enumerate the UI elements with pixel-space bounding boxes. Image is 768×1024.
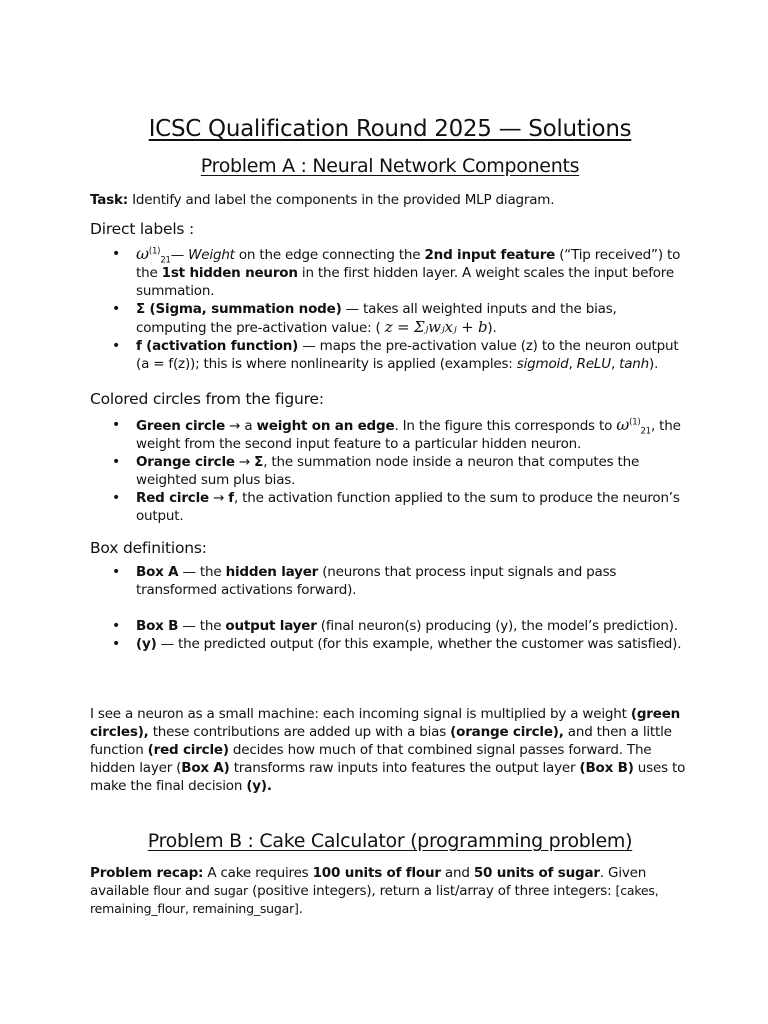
list-item: • Green circle → a weight on an edge. In the figure this corresponds to $\omega^{(1)}_{21}$, the weight from the second input feature to a particular hidden neuron. [112, 416, 690, 453]
document-title: ICSC Qualification Round 2025 — Solutions [148, 116, 632, 142]
list-item: • Box B — the output layer (final neuron(s) producing (y), the model’s prediction). [112, 617, 690, 635]
omega-symbol: ω [616, 415, 630, 434]
list-item: • Orange circle → Σ, the summation node inside a neuron that computes the weighted sum plus bias. [112, 453, 690, 489]
direct-labels-list [112, 245, 690, 373]
colored-circles-heading: Colored circles from the figure: [90, 390, 324, 408]
box-definitions-list [112, 563, 690, 653]
task-text: Identify and label the components in the provided MLP diagram. [128, 192, 555, 208]
sum-formula: z = Σⱼwⱼxⱼ + b [384, 318, 488, 336]
summary-paragraph: I see a neuron as a small machine: each incoming signal is multiplied by a weight (green circles), these contributions are added up with a bias (orange circle), and then a little function (red circle) decides how much of that combined signal passes forward. The hidden layer (Box A) transforms raw inputs into features the output layer (Box B) uses to make the final decision (y). [90, 706, 686, 794]
box-definitions-heading: Box definitions: [90, 539, 207, 557]
list-item: • Red circle → f, the activation function applied to the sum to produce the neuron’s output. [112, 489, 690, 525]
task-label: Task: [90, 192, 128, 208]
task-paragraph [90, 191, 690, 209]
colored-circles-list [112, 416, 690, 525]
problem-a-title: Problem A : Neural Network Components [200, 155, 580, 177]
list-item: • Box A — the hidden layer (neurons that process input signals and pass transformed activations forward). [112, 563, 690, 599]
problem-b-recap: Problem recap: A cake requires 100 units of flour and 50 units of sugar. Given available flour and sugar (positive integers), return a list/array of three integers: [cakes, remaining_flour, remaining_sugar]. [90, 865, 659, 917]
direct-labels-heading: Direct labels : [90, 220, 195, 238]
list-item: • (y) — the predicted output (for this example, whether the customer was satisfied). [112, 635, 690, 653]
list-item: • Σ (Sigma, summation node) — takes all weighted inputs and the bias, computing the pre-activation value: ( z = Σⱼwⱼxⱼ + b). [112, 300, 690, 337]
list-item: • f (activation function) — maps the pre-activation value (z) to the neuron output (a = f(z)); this is where nonlinearity is applied (examples: sigmoid, ReLU, tanh). [112, 337, 690, 373]
list-item: • $\omega^{(1)}_{21}—$ Weight on the edge connecting the 2nd input feature (“Tip received”) to the 1st hidden neuron in the first hidden layer. A weight scales the input before summation. [112, 245, 690, 300]
problem-b-title: Problem B : Cake Calculator (programming problem) [147, 830, 633, 852]
recap-label: Problem recap: [90, 865, 204, 881]
omega-symbol: ω [136, 244, 149, 263]
